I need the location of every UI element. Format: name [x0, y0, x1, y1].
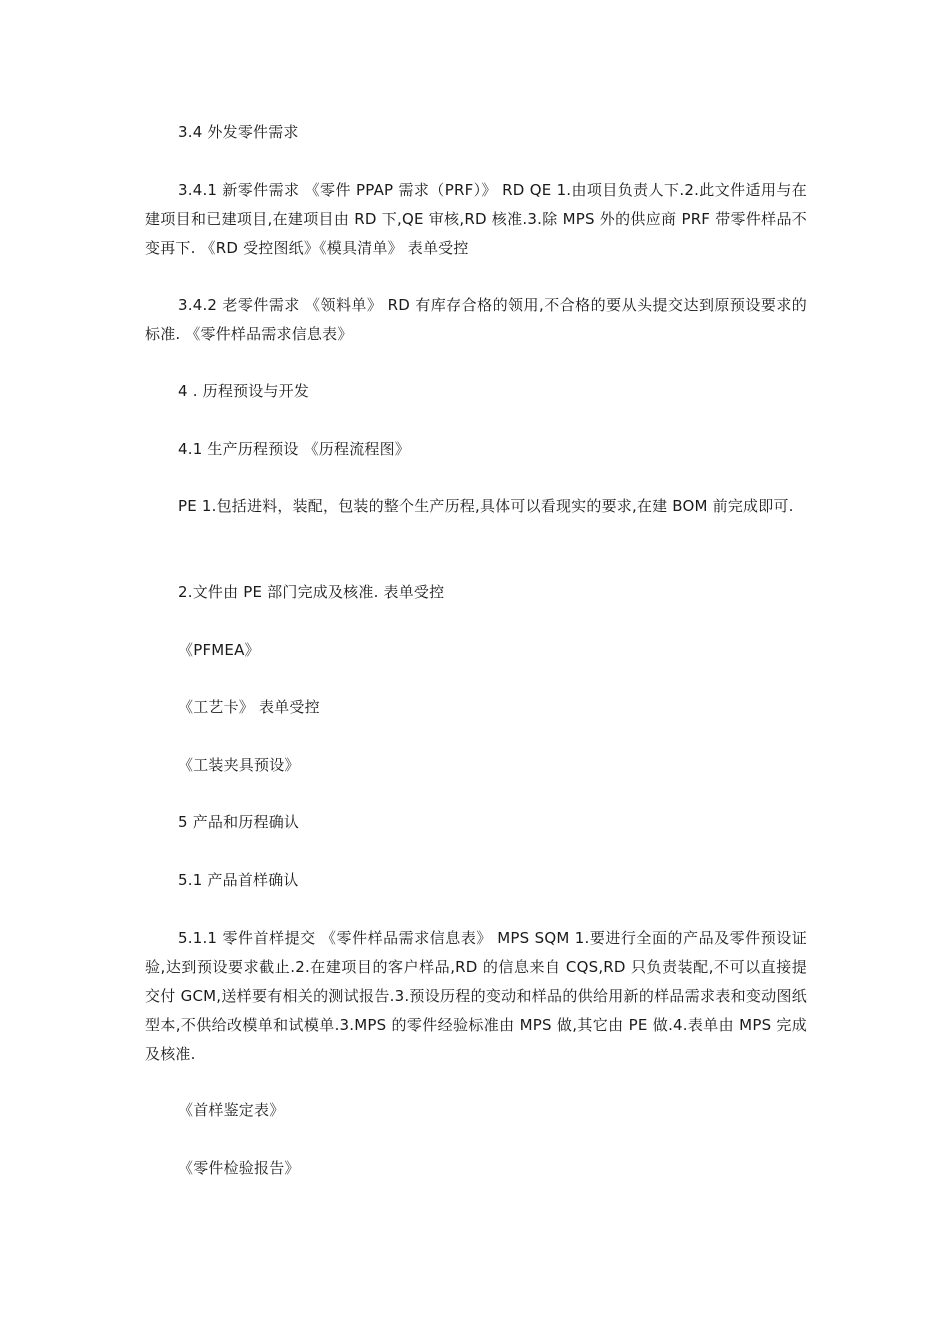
- form-process-card: 《工艺卡》 表单受控: [178, 698, 320, 716]
- paragraph-pe-1: PE 1.包括进料，装配，包装的整个生产历程,具体可以看现实的要求,在建 BOM 前完成即可.: [178, 497, 794, 515]
- paragraph-3-4-1: 3.4.1 新零件需求 《零件 PPAP 需求（PRF）》 RD QE 1.由项目负责人下.2.此文件适用与在建项目和已建项目,在建项目由 RD 下,QE 审核,RD 核准.3.除 MPS 外的供应商 PRF 带零件样品不变再下. 《RD 受控图纸》《模具清单》 表单受控: [145, 181, 807, 257]
- form-first-sample-appraisal: 《首样鉴定表》: [178, 1101, 285, 1119]
- heading-5-1: 5.1 产品首样确认: [178, 871, 299, 889]
- heading-5: 5 产品和历程确认: [178, 813, 300, 831]
- form-pfmea: 《PFMEA》: [178, 641, 260, 659]
- heading-4: 4 . 历程预设与开发: [178, 382, 310, 400]
- heading-4-1: 4.1 生产历程预设 《历程流程图》: [178, 440, 410, 458]
- form-part-inspection-report: 《零件检验报告》: [178, 1159, 300, 1177]
- paragraph-5-1-1: 5.1.1 零件首样提交 《零件样品需求信息表》 MPS SQM 1.要进行全面的产品及零件预设证验,达到预设要求截止.2.在建项目的客户样品,RD 的信息来自 CQS,RD 只负责装配,不可以直接提交付 GCM,送样要有相关的测试报告.3.预设历程的变动和样品的供给用新的样品需求表和变动图纸型本,不供给改模单和试模单.3.MPS 的零件经验标准由 MPS 做,其它由 PE 做.4.表单由 MPS 完成及核准.: [145, 929, 807, 1063]
- form-fixture-design: 《工装夹具预设》: [178, 756, 300, 774]
- heading-3-4: 3.4 外发零件需求: [178, 123, 299, 141]
- paragraph-pe-2: 2.文件由 PE 部门完成及核准. 表单受控: [178, 583, 445, 601]
- paragraph-3-4-2: 3.4.2 老零件需求 《领料单》 RD 有库存合格的领用,不合格的要从头提交达到原预设要求的标准. 《零件样品需求信息表》: [145, 296, 807, 343]
